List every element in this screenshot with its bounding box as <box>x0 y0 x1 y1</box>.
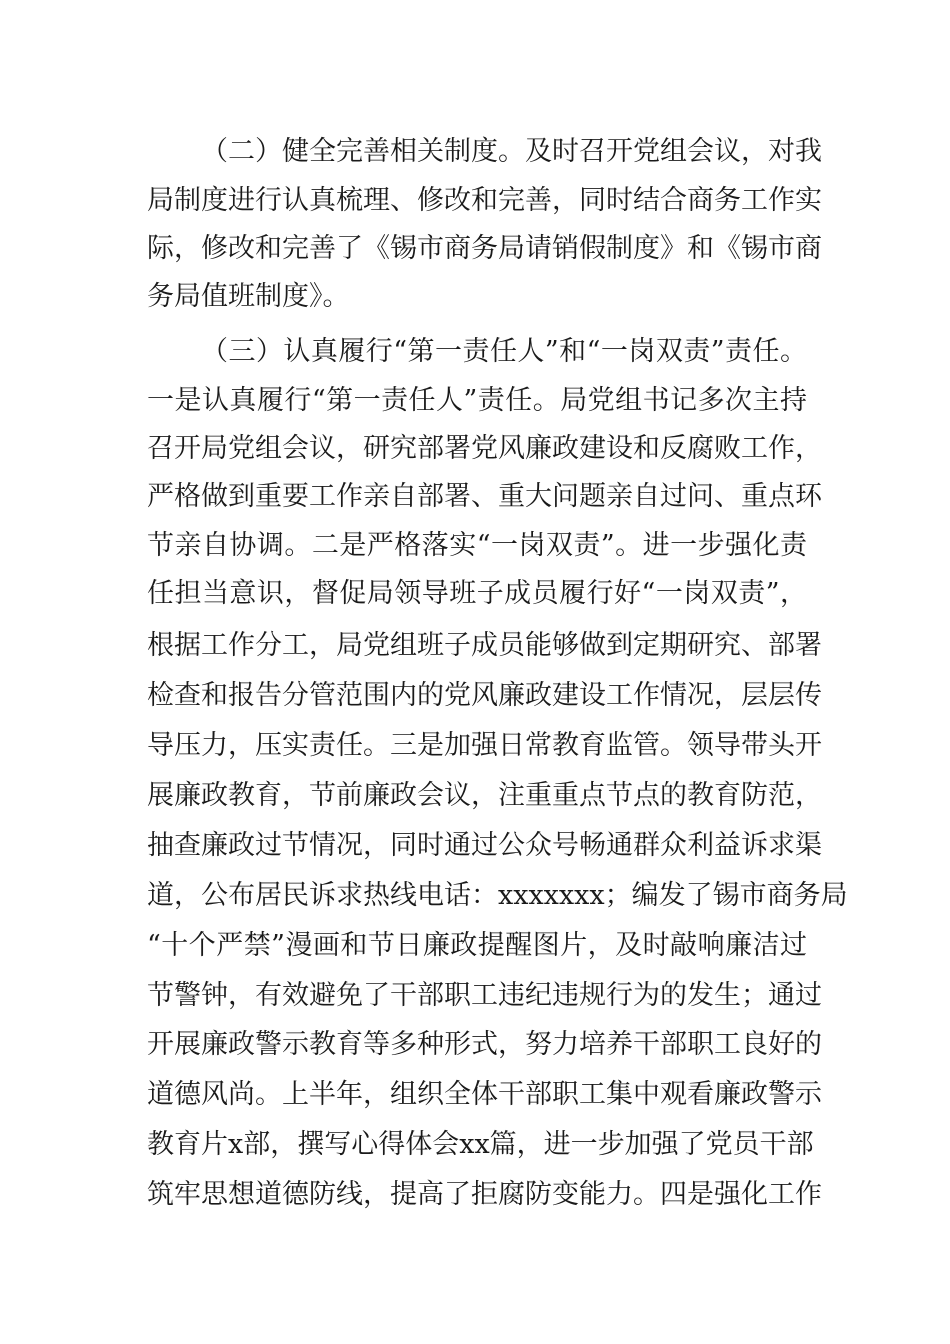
paragraph-3-line-5: 节亲自协调。二是严格落实“一岗双责”。进一步强化责 <box>147 530 807 561</box>
paragraph-3-line-3: 召开局党组会议，研究部署党风廉政建设和反腐败工作， <box>147 433 822 464</box>
paragraph-3-line-1: （三）认真履行“第一责任人”和“一岗双责”责任。 <box>201 336 807 367</box>
paragraph-3-line-8: 检查和报告分管范围内的党风廉政建设工作情况，层层传 <box>147 680 822 711</box>
paragraph-3-line-11: 抽查廉政过节情况，同时通过公众号畅通群众利益诉求渠 <box>147 830 822 861</box>
paragraph-3-line-17: 教育片x部，撰写心得体会xx篇，进一步加强了党员干部 <box>147 1129 814 1160</box>
paragraph-2-line-4: 务局值班制度》。 <box>147 281 350 312</box>
paragraph-2-line-2: 局制度进行认真梳理、修改和完善，同时结合商务工作实 <box>147 185 822 216</box>
paragraph-3-line-14: 节警钟，有效避免了干部职工违纪违规行为的发生；通过 <box>147 980 822 1011</box>
paragraph-3-line-6: 任担当意识，督促局领导班子成员履行好“一岗双责”， <box>147 578 807 609</box>
paragraph-3-line-16: 道德风尚。上半年，组织全体干部职工集中观看廉政警示 <box>147 1079 822 1110</box>
paragraph-3-line-10: 展廉政教育，节前廉政会议，注重重点节点的教育防范， <box>147 780 822 811</box>
paragraph-3-line-15: 开展廉政警示教育等多种形式，努力培养干部职工良好的 <box>147 1029 822 1060</box>
paragraph-3-line-13: “十个严禁”漫画和节日廉政提醒图片，及时敲响廉洁过 <box>147 930 807 961</box>
paragraph-3-line-4: 严格做到重要工作亲自部署、重大问题亲自过问、重点环 <box>147 481 822 512</box>
paragraph-2-line-1: （二）健全完善相关制度。及时召开党组会议，对我 <box>201 136 822 167</box>
paragraph-3-line-7: 根据工作分工，局党组班子成员能够做到定期研究、部署 <box>147 630 822 661</box>
paragraph-3-line-2: 一是认真履行“第一责任人”责任。局党组书记多次主持 <box>147 385 807 416</box>
paragraph-3-line-12: 道，公布居民诉求热线电话：xxxxxxx；编发了锡市商务局 <box>147 880 848 911</box>
paragraph-3-line-18: 筑牢思想道德防线，提高了拒腐防变能力。四是强化工作 <box>147 1179 822 1210</box>
paragraph-2-line-3: 际，修改和完善了《锡市商务局请销假制度》和《锡市商 <box>147 233 822 264</box>
paragraph-3-line-9: 导压力，压实责任。三是加强日常教育监管。领导带头开 <box>147 730 822 761</box>
